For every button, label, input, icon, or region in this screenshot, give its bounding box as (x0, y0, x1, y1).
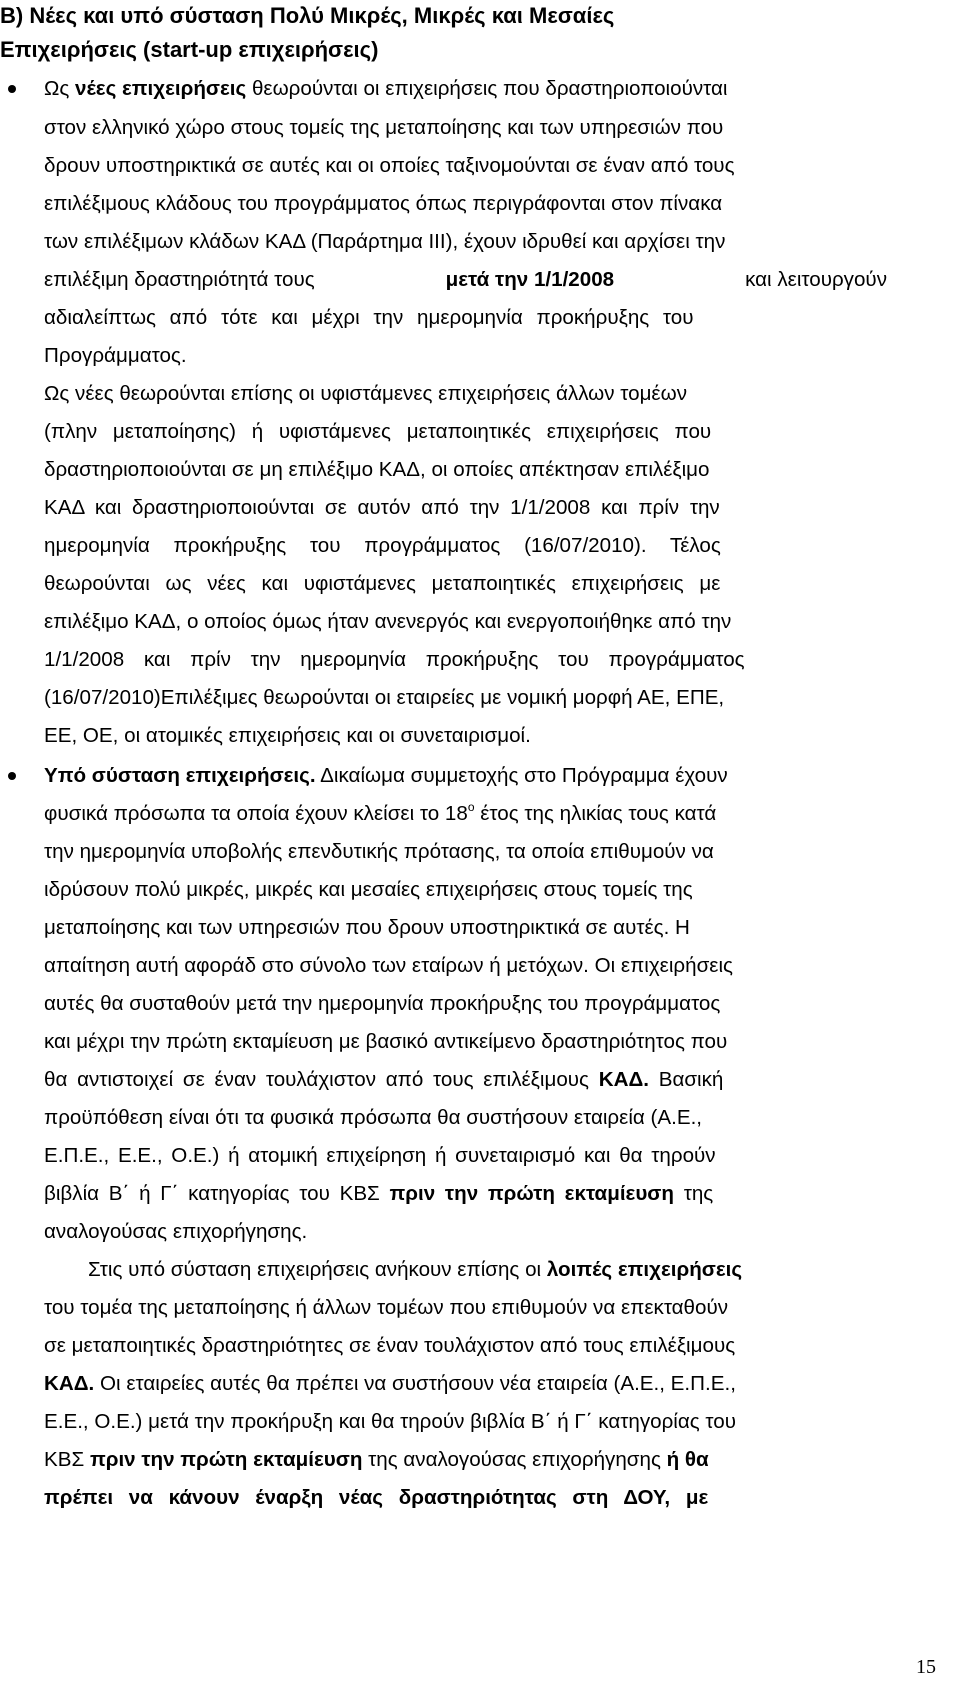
startup-para2-line-7: πρέπει να κάνουν έναρξη νέας δραστηριότητας στη ΔΟΥ, με (44, 1486, 709, 1509)
startup-line-9: θα αντιστοιχεί σε έναν τουλάχιστον από τους επιλέξιμους ΚΑΔ. Βασική (44, 1068, 724, 1091)
startup-para2-line-3: σε μεταποιητικές δραστηριότητες σε έναν τουλάχιστον από τους επιλέξιμους (44, 1334, 736, 1357)
new-businesses-line-7: αδιαλείπτως από τότε και μέχρι την ημερομηνία προκήρυξης του (44, 306, 694, 329)
new-businesses-para2-line-10: ΕΕ, ΟΕ, οι ατομικές επιχειρήσεις και οι συνεταιρισμοί. (44, 724, 531, 747)
startup-para2-line-4: ΚΑΔ. Οι εταιρείες αυτές θα πρέπει να συστήσουν νέα εταιρεία (Α.Ε., Ε.Π.Ε., (44, 1372, 736, 1395)
startup-line-2: φυσικά πρόσωπα τα οποία έχουν κλείσει το $18^o$ έτος της ηλικίας τους κατά (44, 800, 717, 825)
startup-line-8: και μέχρι την πρώτη εκταμίευση με βασικό αντικείμενο δραστηριότητος που (44, 1030, 728, 1053)
new-businesses-para2-line-8: 1/1/2008 και πρίν την ημερομηνία προκήρυξης του προγράμματος (44, 648, 745, 671)
new-businesses-para2-line-1: Ως νέες θεωρούνται επίσης οι υφιστάμενες επιχειρήσεις άλλων τομέων (44, 382, 687, 405)
startup-line-6: απαίτηση αυτή αφοράδ στο σύνολο των εταίρων ή μετόχων. Οι επιχειρήσεις (44, 954, 733, 977)
startup-para2-line-6: ΚΒΣ πριν την πρώτη εκταμίευση της αναλογούσας επιχορήγησης ή θα (44, 1448, 709, 1471)
startup-line-13: αναλογούσας επιχορήγησης. (44, 1220, 308, 1243)
new-businesses-line-6: επιλέξιμη δραστηριότητά τους μετά την 1/1/2008 και λειτουργούν (44, 268, 887, 291)
bullet-icon (8, 85, 16, 93)
startup-para2-line-1: Στις υπό σύσταση επιχειρήσεις ανήκουν επίσης οι λοιπές επιχειρήσεις (88, 1258, 743, 1281)
startup-line-10: προϋπόθεση είναι ότι τα φυσικά πρόσωπα θα συστήσουν εταιρεία (Α.Ε., (44, 1106, 703, 1129)
startup-line-4: ιδρύσουν πολύ μικρές, μικρές και μεσαίες επιχειρήσεις στους τομείς της (44, 878, 693, 901)
startup-line-5: μεταποίησης και των υπηρεσιών που δρουν υποστηρικτικά σε αυτές. Η (44, 916, 690, 939)
new-businesses-para2-line-2: (πλην μεταποίησης) ή υφιστάμενες μεταποιητικές επιχειρήσεις που (44, 420, 712, 443)
startup-para2-line-5: Ε.Ε., Ο.Ε.) μετά την προκήρυξη και θα τηρούν βιβλία Β΄ ή Γ΄ κατηγορίας του (44, 1410, 736, 1433)
new-businesses-line-5: των επιλέξιμων κλάδων ΚΑΔ (Παράρτημα ΙΙΙ), έχουν ιδρυθεί και αρχίσει την (44, 230, 726, 253)
new-businesses-line-3: δρουν υποστηρικτικά σε αυτές και οι οποίες ταξινομούνται σε έναν από τους (44, 154, 735, 177)
new-businesses-para2-line-6: θεωρούνται ως νέες και υφιστάμενες μεταποιητικές επιχειρήσεις με (44, 572, 721, 595)
startup-para2-line-2: του τομέα της μεταποίησης ή άλλων τομέων που επιθυμούν να επεκταθούν (44, 1296, 729, 1319)
new-businesses-line-8: Προγράμματος. (44, 344, 187, 367)
startup-line-7: αυτές θα συσταθούν μετά την ημερομηνία προκήρυξης του προγράμματος (44, 992, 721, 1015)
section-heading-line-2: Επιχειρήσεις (start-up επιχειρήσεις) (0, 37, 379, 62)
new-businesses-para2-line-9: (16/07/2010)Επιλέξιμες θεωρούνται οι εταιρείες με νομική μορφή ΑΕ, ΕΠΕ, (44, 686, 725, 709)
startup-line-12: βιβλία Β΄ ή Γ΄ κατηγορίας του ΚΒΣ πριν την πρώτη εκταμίευση της (44, 1182, 714, 1205)
startup-line-11: Ε.Π.Ε., Ε.Ε., Ο.Ε.) ή ατομική επιχείρηση ή συνεταιρισμό και θα τηρούν (44, 1144, 716, 1167)
startup-line-1: Υπό σύσταση επιχειρήσεις. Δικαίωμα συμμετοχής στο Πρόγραμμα έχουν (44, 764, 728, 787)
bullet-icon (8, 772, 16, 780)
new-businesses-para2-line-3: δραστηριοποιούνται σε μη επιλέξιμο ΚΑΔ, οι οποίες απέκτησαν επιλέξιμο (44, 458, 710, 481)
new-businesses-line-2: στον ελληνικό χώρο στους τομείς της μεταποίησης και των υπηρεσιών που (44, 116, 724, 139)
new-businesses-para2-line-5: ημερομηνία προκήρυξης του προγράμματος (16/07/2010). Τέλος (44, 534, 721, 557)
startup-line-3: την ημερομηνία υποβολής επενδυτικής πρότασης, τα οποία επιθυμούν να (44, 840, 714, 863)
page-number: 15 (916, 1656, 936, 1678)
section-heading-line-1: B) Νέες και υπό σύσταση Πολύ Μικρές, Μικρές και Μεσαίες (0, 3, 615, 28)
new-businesses-para2-line-4: ΚΑΔ και δραστηριοποιούνται σε αυτόν από την 1/1/2008 και πρίν την (44, 496, 720, 519)
new-businesses-line-4: επιλέξιμους κλάδους του προγράμματος όπως περιγράφονται στον πίνακα (44, 192, 723, 215)
new-businesses-para2-line-7: επιλέξιμο ΚΑΔ, ο οποίος όμως ήταν ανενεργός και ενεργοποιήθηκε από την (44, 610, 732, 633)
new-businesses-line-1: Ως νέες επιχειρήσεις θεωρούνται οι επιχειρήσεις που δραστηριοποιούνται (44, 77, 728, 100)
